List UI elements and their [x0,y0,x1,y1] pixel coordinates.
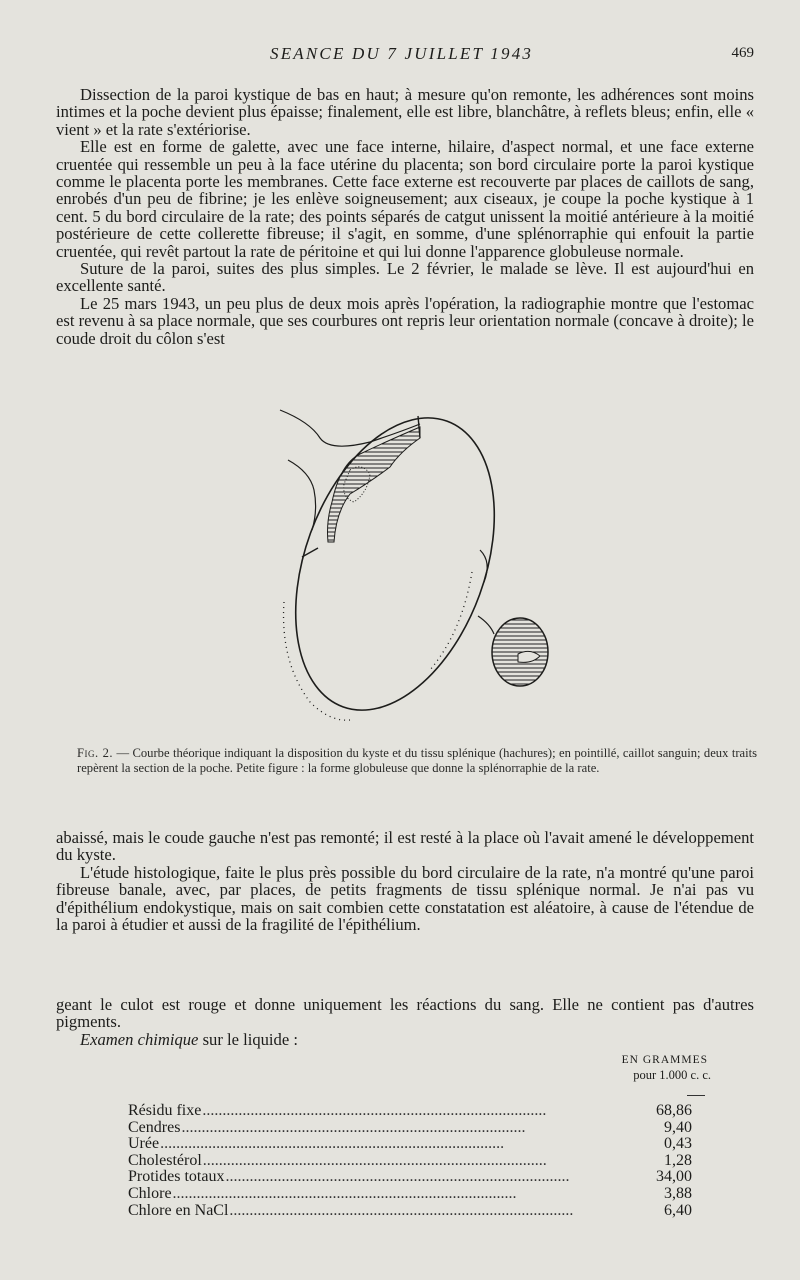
row-label: Cholestérol [128,1151,202,1169]
table-row [128,1152,692,1169]
exam-label: Examen chimique [80,1029,199,1049]
body-text-top [56,86,754,347]
table-row [128,1185,692,1202]
leader-dots [160,1135,632,1153]
running-title: SEANCE DU 7 JUILLET 1943 [270,44,534,63]
row-value: 68,86 [656,1102,692,1119]
splenic-tissue-hatched [328,427,421,542]
small-spleen-figure [478,616,548,686]
table-row [128,1135,692,1152]
paragraph: geant le culot est rouge et donne uniquement les réactions du sang. Elle ne contient pas d'autres pigments. [56,995,754,1032]
figure-label: Fig. 2. [77,746,114,760]
row-value: 34,00 [656,1168,692,1186]
leader-dots [173,1185,632,1203]
rule [687,1095,705,1096]
figure-caption [77,746,757,776]
row-label: Protides totaux [128,1168,225,1186]
table-row [128,1168,692,1185]
row-value: 1,28 [664,1151,692,1169]
table-row [128,1119,692,1136]
paragraph: abaissé, mais le coude gauche n'est pas remonté; il est resté à la place où l'avait amené le développement du kyste. [56,828,754,865]
paragraph: Suture de la paroi, suites des plus simples. Le 2 février, le malade se lève. Il est aujourd'hui en excellente santé. [56,259,754,296]
table-row [128,1202,692,1219]
figure-caption-text: — Courbe théorique indiquant la disposition du kyste et du tissu splénique (hachures); en pointillé, caillot sanguin; deux traits repèrent la section de la poche. Petite figure : la forme globuleuse que donne la splénorraphie de la rate. [77,746,758,775]
exam-rest: sur le liquide : [198,1029,298,1049]
row-value: 3,88 [664,1185,692,1202]
row-label: Résidu fixe [128,1102,202,1119]
paragraph: Dissection de la paroi kystique de bas en haut; à mesure qu'on remonte, les adhérences sont moins intimes et la poche devient plus épaisse; finalement, elle est libre, blanchâtre, à reflets bleus; enfin, elle « vient » et la rate s'extériorise. [56,85,754,139]
paragraph [56,1031,754,1048]
body-text-middle [56,829,754,933]
leader-dots [229,1202,632,1220]
chemical-analysis-table [0,1054,800,1224]
paragraph: Elle est en forme de galette, avec une face interne, hilaire, d'aspect normal, et une face externe cruentée qui ressemble un peu à la face utérine du placenta; son bord circulaire porte la paroi kystique comme le placenta porte les membranes. Cette face externe est recouverte par places de caillots de sang, enrobés d'un peu de fibrine; je les enlève soigneusement; aux ciseaux, je coupe la poche kystique à 1 cent. 5 du bord circulaire de la rate; des points séparés de catgut unissent la moitié antérieure à la moitié postérieure de cette collerette fibreuse; il s'agit, en somme, d'une splénorraphie qui enfouit la partie cruentée, qui revêt partout la rate de péritoine et qui lui donne l'apparence globuleuse normale. [56,137,754,261]
body-text-bottom [56,996,754,1048]
page-number: 469 [731,45,754,61]
row-label: Chlore en NaCl [128,1201,229,1219]
leader-dots [203,1152,632,1170]
paragraph: L'étude histologique, faite le plus près possible du bord circulaire de la rate, n'a montré qu'une paroi fibreuse banale, avec, par places, de petits fragments de tissu splénique normal. Je n'ai pas vu d'épithélium endokystique, mais on sait combien cette constatation est aléatoire, à cause de l'étendue de la paroi à étudier et aussi de la fragilité de l'épithélium. [56,862,754,935]
row-value: 6,40 [664,1201,692,1219]
row-label: Urée [128,1135,160,1153]
row-value: 9,40 [664,1118,692,1136]
row-label: Chlore [128,1185,172,1202]
row-label: Cendres [128,1118,181,1136]
unit-header: EN GRAMMES [621,1054,708,1066]
page-header [0,44,800,68]
leader-dots [202,1102,632,1120]
leader-dots [225,1168,632,1186]
leader-dots [181,1119,632,1137]
clot-dotted-outline [284,572,472,720]
cyst-diagram-figure [270,402,570,732]
paragraph: Le 25 mars 1943, un peu plus de deux mois après l'opération, la radiographie montre que l'estomac est revenu à sa place normale, que ses courbures ont repris leur orientation normale (concave à droite); le coude droit du côlon s'est [56,293,754,348]
unit-subheader: pour 1.000 c. c. [633,1068,711,1082]
row-value: 0,43 [664,1135,692,1153]
table-row [128,1102,692,1119]
